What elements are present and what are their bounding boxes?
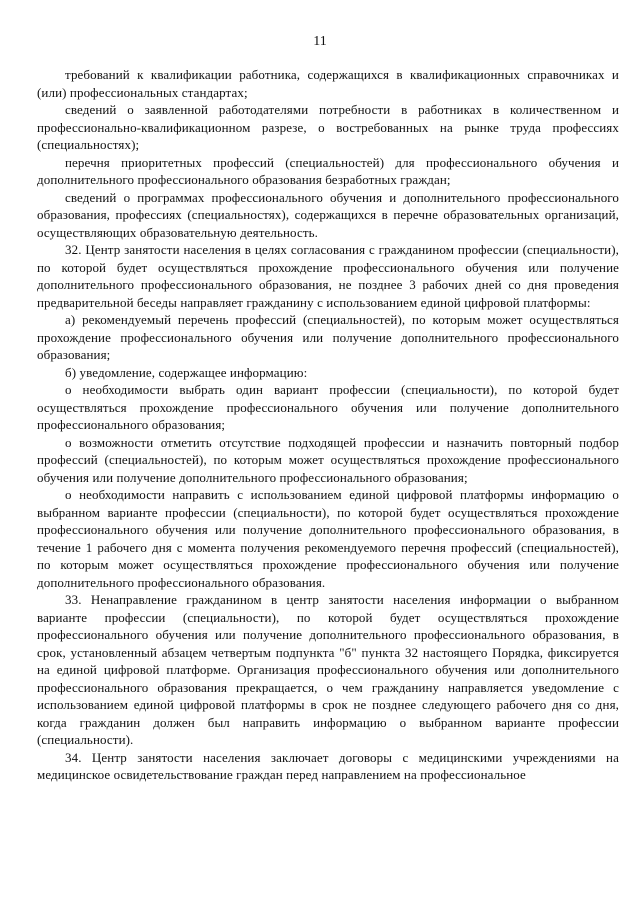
paragraph-programs-info: сведений о программах профессионального обучения и дополнительного профессионального образования, профессиях (специальностях), содержащихся в перечне образовательных организаций, осуществляющих образовательную деятельность. (37, 189, 619, 240)
document-body (37, 66, 619, 784)
paragraph-clause-32-a: а) рекомендуемый перечень профессий (специальностей), по которым может осуществляться прохождение профессионального обучения или получение дополнительного профессионального образования; (37, 312, 619, 362)
page-number: 11 (313, 34, 327, 49)
paragraph-clause-32: 32. Центр занятости населения в целях согласования с гражданином профессии (специальности), по которой будет осуществляться прохождение профессионального обучения или получение дополнительного профессионального образования, не позднее 3 рабочих дней со дня проведения предварительной беседы направляет гражданину с использованием единой цифровой платформы: (37, 242, 619, 310)
paragraph-qualification-requirements: требований к квалификации работника, содержащихся в квалификационных справочниках и (или) профессиональных стандартах; (37, 67, 619, 100)
paragraph-choose-one-variant: о необходимости выбрать один вариант профессии (специальности), по которой будет осуществляться прохождение профессионального обучения или получение дополнительного профессионального образования; (37, 382, 619, 432)
paragraph-send-information: о необходимости направить с использованием единой цифровой платформы информацию о выбранном варианте профессии (специальности), по которой будет осуществляться прохождение профессионального обучения или получение дополнительного профессионального образования, в течение 1 рабочего дня с момента получения рекомендуемого перечня профессий (специальностей), по которым может осуществляться прохождение профессионального обучения или получение дополнительного профессионального образования. (37, 487, 619, 590)
paragraph-priority-professions: перечня приоритетных профессий (специальностей) для профессионального обучения и дополнительного профессионального образования безработных граждан; (37, 154, 619, 187)
paragraph-clause-34: 34. Центр занятости населения заключает договоры с медицинскими учреждениями на медицинское освидетельствование граждан перед направлением на профессиональное (37, 749, 619, 782)
paragraph-employer-demand: сведений о заявленной работодателями потребности в работниках в количественном и профессионально-квалификационном разрезе, о востребованных на рынке труда профессиях (специальностях); (37, 102, 619, 152)
paragraph-repeat-selection: о возможности отметить отсутствие подходящей профессии и назначить повторный подбор профессий (специальностей), по которым может осуществляться прохождение профессионального обучения или получение дополнительного профессионального образования; (37, 434, 619, 485)
paragraph-clause-33: 33. Ненаправление гражданином в центр занятости населения информации о выбранном варианте профессии (специальности), по которой будет осуществляться прохождение профессионального обучения или получение дополнительного профессионального образования, в срок, установленный абзацем четвертым подпункта "б" пункта 32 настоящего Порядка, фиксируется на единой цифровой платформе. Организация профессионального обучения или дополнительного профессионального образования прекращается, о чем гражданину направляется уведомление с использованием единой цифровой платформы в срок не позднее следующего рабочего дня со дня, когда гражданин должен был направить информацию о выбранном варианте профессии (специальности). (37, 592, 619, 747)
paragraph-clause-32-b: б) уведомление, содержащее информацию: (65, 364, 308, 380)
